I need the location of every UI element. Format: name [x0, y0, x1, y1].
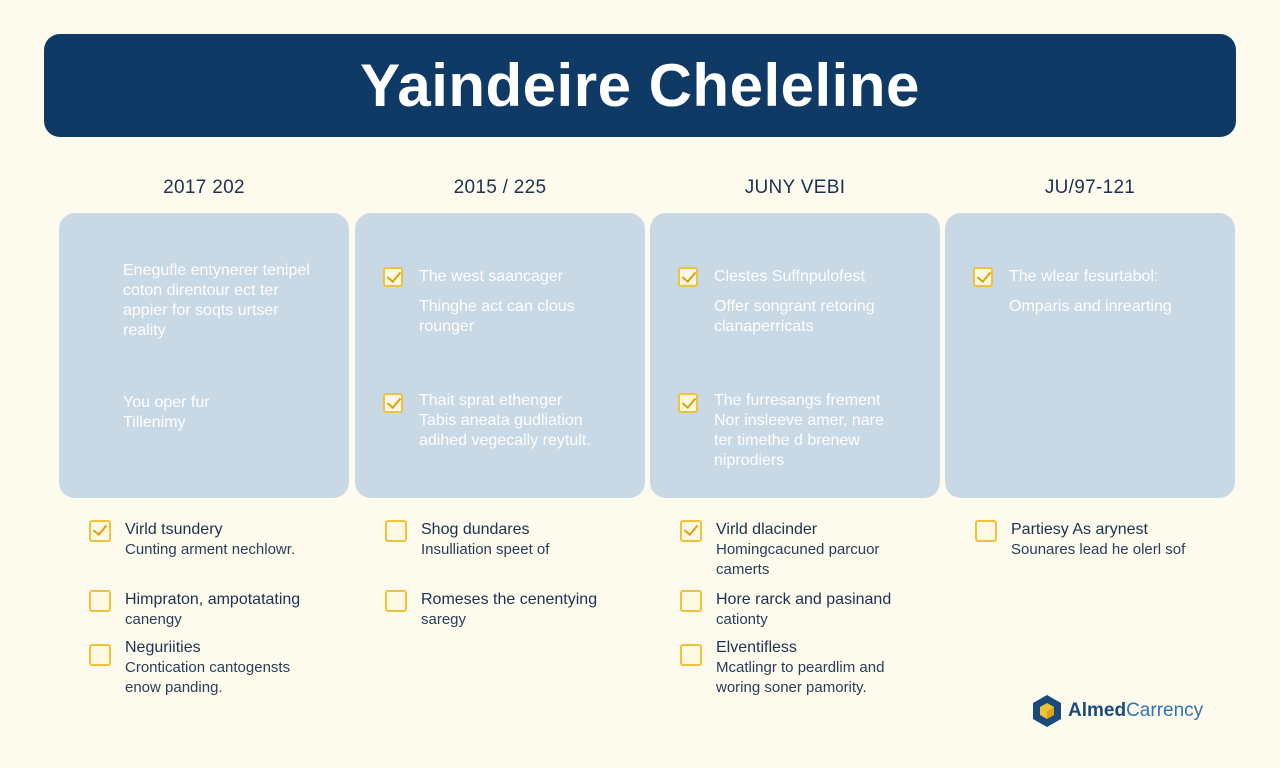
- title-banner: [44, 34, 1236, 137]
- card-item-subtext: Tabis aneata gudliation adihed vegecally reytult.: [419, 412, 591, 449]
- list-item[interactable]: [89, 638, 349, 698]
- card-item: [381, 267, 631, 337]
- list-item[interactable]: [89, 520, 349, 560]
- list-item-title: Elventifless: [716, 639, 797, 656]
- list-item-desc: canengy: [125, 611, 182, 628]
- list-item-desc: Sounares lead he olerl sof: [1011, 541, 1186, 558]
- list-item[interactable]: [385, 590, 645, 630]
- card-item-text: Clestes Suffnpulofest: [714, 268, 865, 285]
- card-item: [676, 267, 926, 337]
- checkbox-icon[interactable]: [975, 520, 997, 542]
- list-item-desc: Crontication cantogensts enow panding.: [125, 659, 291, 696]
- list-item[interactable]: [975, 520, 1235, 560]
- list-item-title: Virld dlacinder: [716, 521, 818, 538]
- card-item-text: The west saancager: [419, 268, 564, 285]
- list-item-title: Virld tsundery: [125, 521, 223, 538]
- checkbox-checked-icon[interactable]: [680, 520, 702, 542]
- card-item-subtext: Omparis and inrearting: [1009, 298, 1172, 315]
- checkbox-icon[interactable]: [385, 520, 407, 542]
- list-item[interactable]: [385, 520, 645, 560]
- card-item-subtext: Nor insleeve amer, nare ter timethe d brenew niprodiers: [714, 412, 884, 469]
- column-card: [355, 213, 645, 498]
- checkbox-checked-icon: [383, 393, 403, 413]
- column-heading: 2015 / 225: [453, 177, 547, 198]
- list-item-title: Romeses the cenentying: [421, 591, 598, 608]
- list-item-desc: saregy: [421, 611, 467, 628]
- list-item[interactable]: [680, 590, 940, 630]
- checkbox-checked-icon: [973, 267, 993, 287]
- column-heading: JUNY VEBI: [744, 177, 846, 198]
- column-card: [945, 213, 1235, 498]
- list-item-desc: Mcatlingr to peardlim and woring soner pamority.: [716, 659, 885, 696]
- brand-name-part2: Carrency: [1126, 700, 1204, 721]
- checkbox-icon[interactable]: [89, 644, 111, 666]
- list-item[interactable]: [680, 520, 940, 580]
- checkbox-icon[interactable]: [680, 644, 702, 666]
- hexagon-logo-icon: [1032, 694, 1062, 728]
- card-item-text: Enegufle entynerer tenipel coton direntour ect ter appier for soqts urtser reality: [123, 262, 310, 339]
- checkbox-icon[interactable]: [385, 590, 407, 612]
- list-item[interactable]: [680, 638, 940, 698]
- card-item-text: You oper fur Tillenimy: [123, 394, 210, 431]
- list-item-desc: Homingcacuned parcuor camerts: [716, 541, 880, 578]
- list-item[interactable]: [89, 590, 349, 630]
- brand-name-part1: Almed: [1068, 700, 1127, 721]
- list-item-title: Partiesy As arynest: [1011, 521, 1148, 538]
- checkbox-icon[interactable]: [680, 590, 702, 612]
- list-item-title: Hore rarck and pasinand: [716, 591, 892, 608]
- card-item-text: Thait sprat ethenger: [419, 392, 563, 409]
- timeline-column-2: [355, 172, 645, 732]
- checkbox-checked-icon: [383, 267, 403, 287]
- timeline-column-1: [59, 172, 349, 732]
- column-card: [59, 213, 349, 498]
- checkbox-checked-icon[interactable]: [89, 520, 111, 542]
- card-item-subtext: Offer songrant retoring clanaperricats: [714, 298, 875, 335]
- column-heading: JU/97-121: [1044, 177, 1136, 198]
- list-item-desc: Insulliation speet of: [421, 541, 550, 558]
- card-item-text: The wlear fesurtabol:: [1009, 268, 1159, 285]
- brand-logo: [1032, 694, 1203, 728]
- timeline-column-4: [945, 172, 1235, 732]
- checkbox-checked-icon: [678, 393, 698, 413]
- card-item: [85, 261, 335, 341]
- column-heading: 2017 202: [163, 177, 245, 198]
- card-item: [971, 267, 1221, 317]
- list-item-title: Shog dundares: [421, 521, 530, 538]
- checkbox-checked-icon: [678, 267, 698, 287]
- list-item-title: Himpraton, ampotatating: [125, 591, 301, 608]
- card-item: [676, 391, 926, 471]
- list-item-desc: Cunting arment nechlowr.: [125, 541, 296, 558]
- card-item: [381, 391, 631, 451]
- list-item-desc: cationty: [716, 611, 768, 628]
- card-item-text: The furresangs frement: [714, 392, 881, 409]
- list-item-title: Neguriities: [125, 639, 201, 656]
- brand-name: [1068, 700, 1203, 722]
- card-item: [85, 393, 335, 433]
- page-title: Yaindeire Cheleline: [360, 52, 920, 119]
- column-card: [650, 213, 940, 498]
- checkbox-icon[interactable]: [89, 590, 111, 612]
- card-item-subtext: Thinghe act can clous rounger: [419, 298, 575, 335]
- timeline-column-3: [650, 172, 940, 732]
